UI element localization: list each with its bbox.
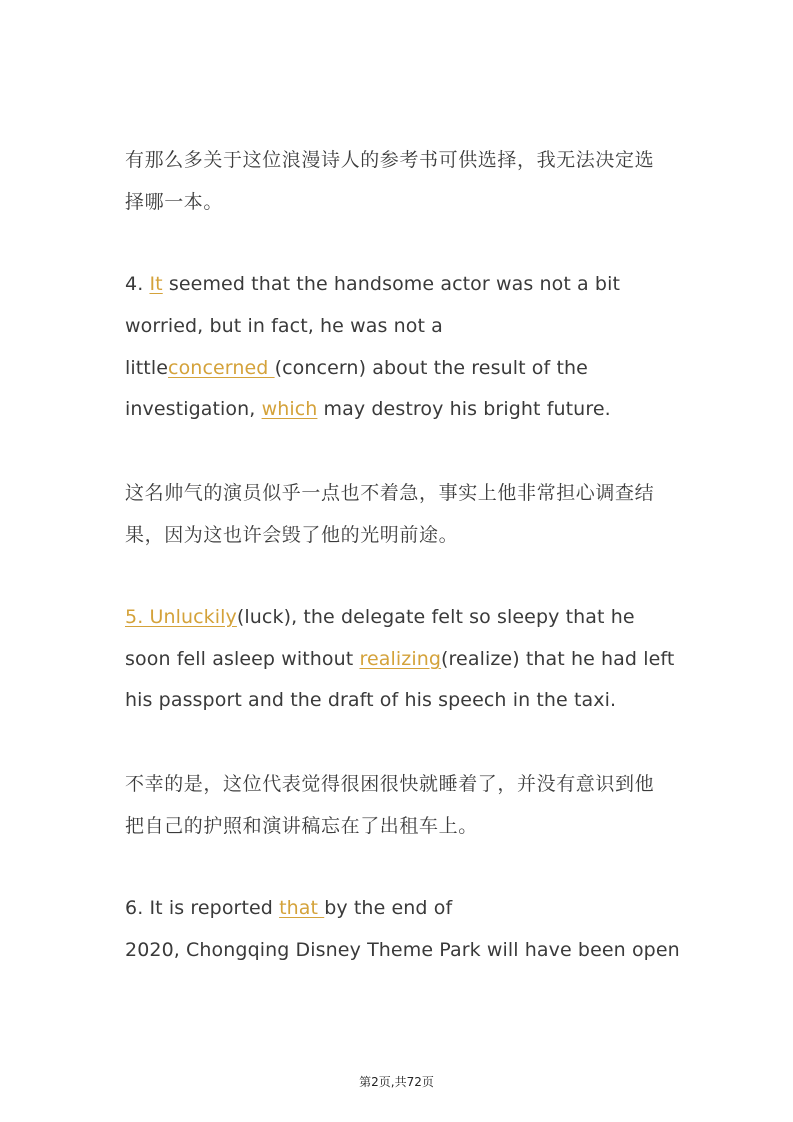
q4-answer-1: It [149,273,163,295]
q4-translation-line-1: 这名帅气的演员似乎一点也不着急，事实上他非常担心调查结 [125,482,655,504]
q6-line-1-pre: 6. It is reported [125,897,280,919]
q5-line-1 [125,604,635,630]
q4-line-3-text: (concern) about the result of the [274,357,588,379]
q6-line-1 [125,895,452,921]
q4-line-1-text: seemed that the handsome actor was not a bit [162,273,621,295]
q5-line-2-pre: soon fell asleep without [125,648,360,670]
q4-line-4 [125,396,611,422]
q5-line-3: his passport and the draft of his speech in the taxi. [125,689,617,711]
q5-translation-line-1: 不幸的是，这位代表觉得很困很快就睡着了，并没有意识到他 [125,773,655,795]
q4-line-4-text: may destroy his bright future. [317,398,611,420]
q3-translation-line-2: 择哪一本。 [125,191,224,213]
q5-line-2 [125,646,674,672]
q5-answer-1: 5. Unluckily [125,606,237,628]
q3-translation-line-1: 有那么多关于这位浪漫诗人的参考书可供选择，我无法决定选 [125,149,655,171]
page-number-footer: 第2页,共72页 [359,1075,434,1089]
q5-line-2-text: (realize) that he had left [441,648,675,670]
q4-translation-line-2: 果，因为这也许会毁了他的光明前途。 [125,524,459,546]
q4-line-3 [125,355,588,381]
q6-line-2: 2020, Chongqing Disney Theme Park will have been open [125,939,680,961]
q6-line-1-text: by the end of [324,897,453,919]
q4-line-4-pre: investigation, [125,398,262,420]
q4-answer-3: which [261,398,318,420]
q4-line-3-pre: little [125,357,169,379]
q6-answer-1: that [279,897,325,919]
q4-line-2: worried, but in fact, he was not a [125,315,443,337]
q5-translation-line-2: 把自己的护照和演讲稿忘在了出租车上。 [125,815,478,837]
q5-answer-2: realizing [359,648,442,670]
q5-line-1-text: (luck), the delegate felt so sleepy that he [236,606,635,628]
q4-number: 4. [125,273,150,295]
q4-answer-2: concerned [168,357,275,379]
q4-line-1 [125,271,620,297]
